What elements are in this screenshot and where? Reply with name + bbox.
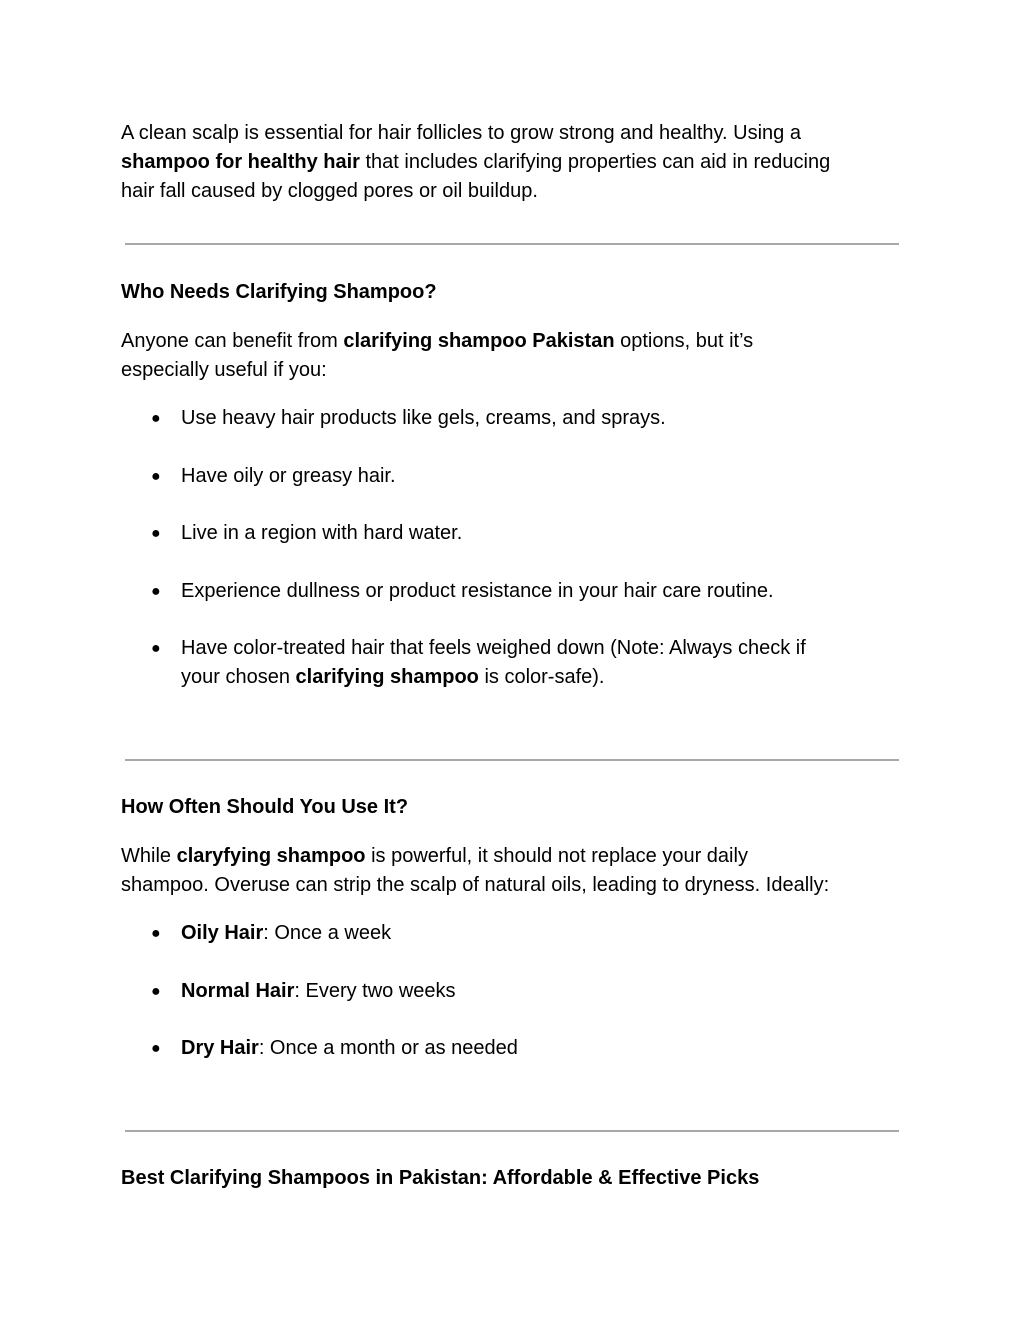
intro-line-2: that includes clarifying properties can aid in reducing (359, 151, 831, 173)
section2-para-pre: While (121, 845, 177, 867)
list-item-text: Have oily or greasy hair. (181, 465, 396, 487)
bullet-icon: ● (151, 525, 161, 542)
list-item-text: Experience dullness or product resistance in your hair care routine. (181, 580, 774, 602)
bullet-icon: ● (151, 410, 161, 427)
section2-para-post: is powerful, it should not replace your daily (365, 845, 748, 867)
intro-line-1: A clean scalp is essential for hair follicles to grow strong and healthy. Using a (121, 122, 801, 144)
list-item-text (181, 634, 901, 692)
divider-2 (125, 759, 899, 761)
bullet-icon: ● (151, 1040, 161, 1057)
hair-type-frequency: : Every two weeks (294, 980, 456, 1002)
bullet-icon: ● (151, 983, 161, 1000)
last-bullet-line1: Have color-treated hair that feels weighed down (Note: Always check if (181, 637, 806, 659)
intro-line-3: hair fall caused by clogged pores or oil buildup. (121, 180, 538, 202)
last-bullet-post: is color-safe). (478, 666, 605, 688)
list-item-text (181, 919, 901, 948)
intro-paragraph (121, 119, 911, 206)
section2-para-bold: claryfying shampoo (176, 845, 366, 867)
hair-type-label: Normal Hair (181, 980, 295, 1002)
list-item-text (181, 977, 901, 1006)
intro-bold-keyword: shampoo for healthy hair (121, 151, 360, 173)
divider-3 (125, 1130, 899, 1132)
hair-type-frequency: : Once a week (263, 922, 392, 944)
list-item-text (181, 1034, 901, 1063)
section2-paragraph (121, 842, 911, 900)
section1-para-line2: especially useful if you: (121, 359, 327, 381)
section-heading-best-shampoos: Best Clarifying Shampoos in Pakistan: Affordable & Effective Picks (121, 1167, 760, 1189)
section1-para-post: options, but it’s (614, 330, 754, 352)
section1-paragraph (121, 327, 911, 385)
last-bullet-pre: your chosen (181, 666, 296, 688)
divider-1 (125, 243, 899, 245)
bullet-icon: ● (151, 640, 161, 657)
section1-para-bold: clarifying shampoo Pakistan (343, 330, 615, 352)
section-heading-how-often: How Often Should You Use It? (121, 796, 409, 818)
section1-para-pre: Anyone can benefit from (121, 330, 344, 352)
last-bullet-bold: clarifying shampoo (295, 666, 479, 688)
section-heading-who-needs: Who Needs Clarifying Shampoo? (121, 281, 437, 303)
hair-type-label: Dry Hair (181, 1037, 259, 1059)
bullet-icon: ● (151, 583, 161, 600)
list-item-text: Live in a region with hard water. (181, 522, 463, 544)
section2-para-line2: shampoo. Overuse can strip the scalp of natural oils, leading to dryness. Ideally: (121, 874, 830, 896)
hair-type-frequency: : Once a month or as needed (258, 1037, 518, 1059)
list-item-text: Use heavy hair products like gels, creams, and sprays. (181, 407, 666, 429)
bullet-icon: ● (151, 468, 161, 485)
bullet-icon: ● (151, 925, 161, 942)
hair-type-label: Oily Hair (181, 922, 264, 944)
